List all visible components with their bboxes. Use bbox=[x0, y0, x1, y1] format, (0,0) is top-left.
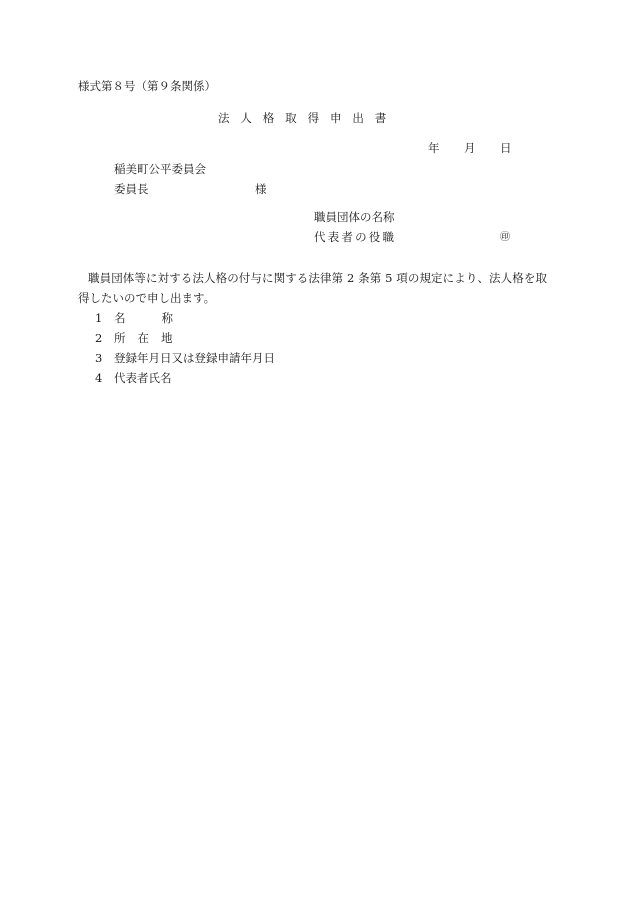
month-label: 月 bbox=[464, 141, 476, 155]
day-label: 日 bbox=[500, 141, 512, 155]
form-number: 様式第８号（第９条関係） bbox=[78, 79, 216, 93]
title-char: 法 bbox=[218, 111, 230, 125]
applicant-role-label: 代表者の役職 bbox=[314, 230, 397, 244]
applicant-name-label: 職員団体の名称 bbox=[314, 210, 395, 224]
item-number: 4 bbox=[95, 371, 103, 385]
item-label: 所在地 bbox=[114, 331, 185, 345]
date-field bbox=[428, 143, 512, 155]
item-label: 名称 bbox=[114, 311, 209, 325]
title-char: 取 bbox=[285, 111, 297, 125]
item-number: 1 bbox=[95, 311, 103, 325]
title-char: 書 bbox=[374, 111, 387, 125]
year-label: 年 bbox=[428, 141, 440, 155]
addressee-title: 委員長 bbox=[114, 182, 149, 196]
title-char: 出 bbox=[352, 111, 364, 125]
item-label: 代表者氏名 bbox=[114, 371, 172, 385]
addressee-honorific: 様 bbox=[255, 182, 267, 196]
seal-icon: ㊞ bbox=[500, 232, 510, 243]
item-number: 3 bbox=[95, 351, 103, 365]
item-number: 2 bbox=[95, 331, 103, 345]
title-char: 格 bbox=[262, 111, 275, 125]
body-text-line: 得したいので申し出ます。 bbox=[78, 291, 216, 305]
body-text-line: 職員団体等に対する法人格の付与に関する法律第 2 条第 5 項の規定により、法人格を取 bbox=[88, 271, 548, 285]
title-char: 得 bbox=[307, 111, 320, 125]
list-item bbox=[95, 353, 275, 365]
list-item bbox=[95, 373, 172, 385]
title-char: 申 bbox=[329, 111, 342, 125]
list-item bbox=[95, 313, 209, 325]
document-title bbox=[218, 113, 397, 125]
list-item bbox=[95, 333, 185, 345]
item-label: 登録年月日又は登録申請年月日 bbox=[114, 351, 275, 365]
addressee-organization: 稲美町公平委員会 bbox=[114, 162, 206, 176]
title-char: 人 bbox=[240, 111, 252, 125]
